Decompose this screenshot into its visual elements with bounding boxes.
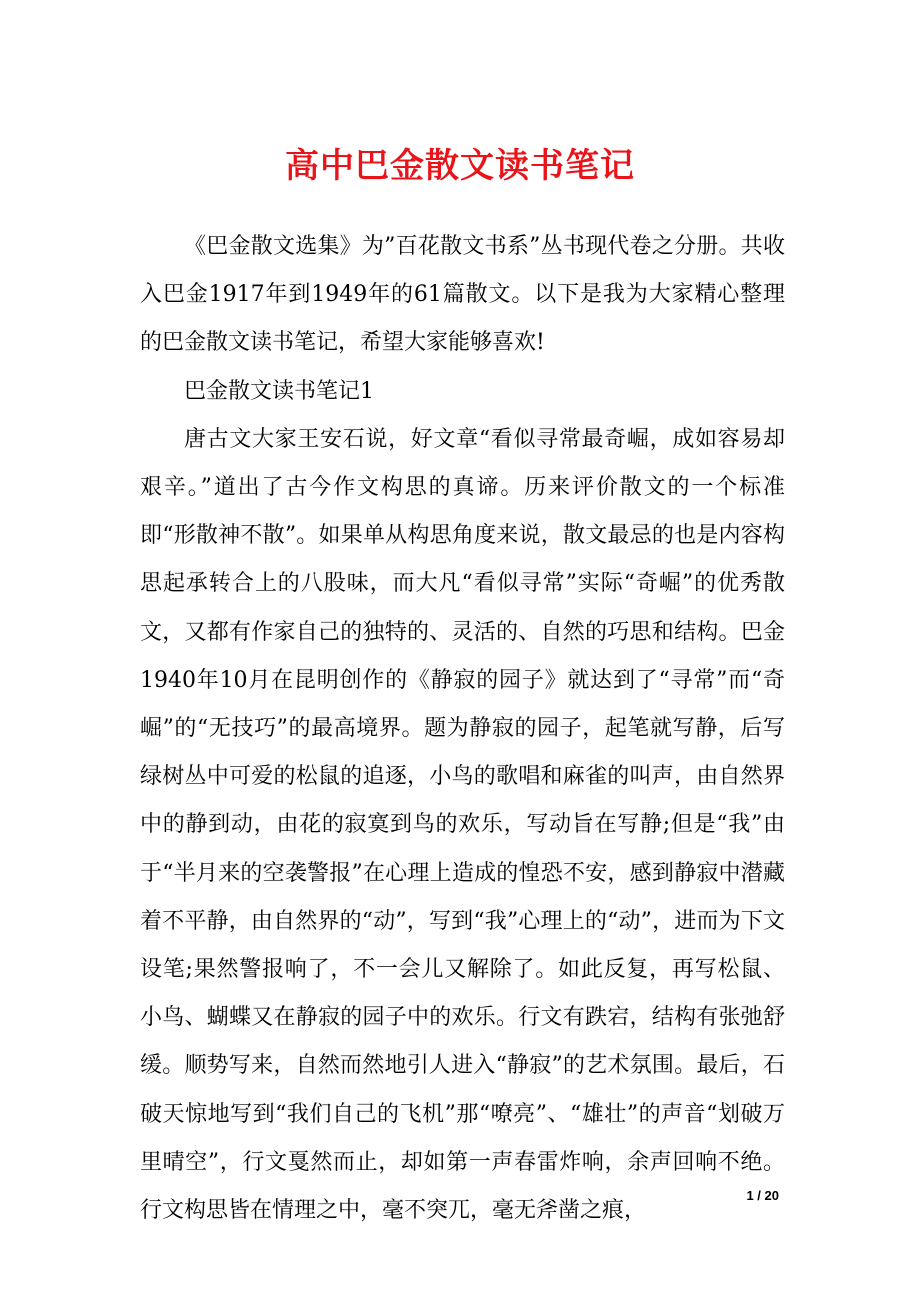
section-heading: 巴金散文读书笔记1 [184,378,374,404]
intro-paragraph: 《巴金散文选集》为”百花散文书系”丛书现代卷之分册。共收入巴金1917年到1949年的61篇散文。以下是我为大家精心整理的巴金散文读书笔记，希望大家能够喜欢! [140,234,785,356]
page-number: 1 / 20 [746,1188,779,1203]
body-paragraph: 唐古文大家王安石说，好文章“看似寻常最奇崛，成如容易却艰辛。”道出了古今作文构思的真谛。历来评价散文的一个标准即“形散神不散”。如果单从构思角度来说，散文最忌的也是内容构思起承转合上的八股味，而大凡“看似寻常”实际“奇崛”的优秀散文，又都有作家自己的独特的、灵活的、自然的巧思和结构。巴金1940年10月在昆明创作的《静寂的园子》就达到了“寻常”而“奇崛”的“无技巧”的最高境界。题为静寂的园子，起笔就写静，后写绿树丛中可爱的松鼠的追逐，小鸟的歌唱和麻雀的叫声，由自然界中的静到动，由花的寂寞到鸟的欢乐，写动旨在写静;但是“我”由于“半月来的空袭警报”在心理上造成的惶恐不安，感到静寂中潜藏着不平静，由自然界的“动”，写到“我”心理上的“动”，进而为下文设笔;果然警报响了，不一会儿又解除了。如此反复，再写松鼠、小鸟、蝴蝶又在静寂的园子中的欢乐。行文有跌宕，结构有张弛舒缓。顺势写来，自然而然地引人进入“静寂”的艺术氛围。最后，石破天惊地写到“我们自己的飞机”那“嘹亮”、“雄壮”的声音“划破万里晴空”，行文戛然而止，却如第一声春雷炸响，余声回响不绝。行文构思皆在情理之中，毫不突兀，毫无斧凿之痕， [140,426,785,1224]
document-body [140,223,785,1235]
document-title: 高中巴金散文读书笔记 [285,146,635,186]
